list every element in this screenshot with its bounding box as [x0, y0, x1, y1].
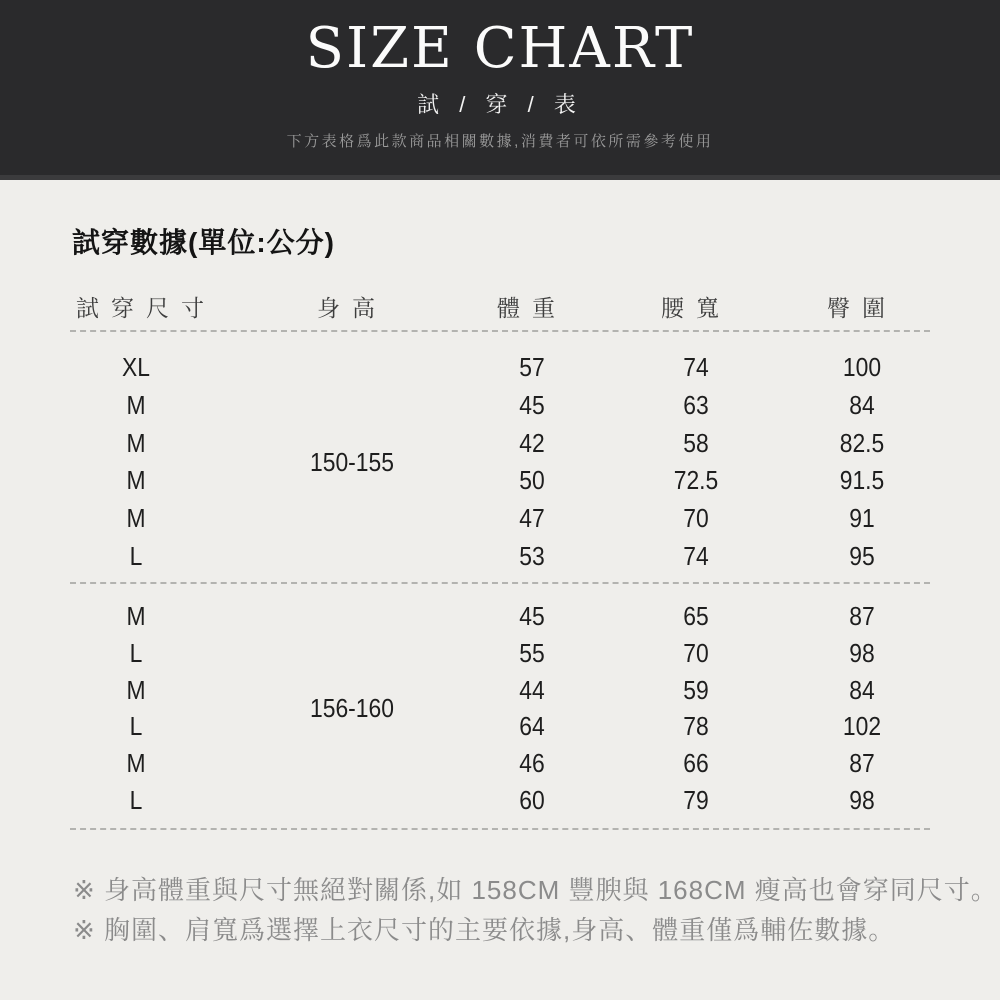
size-cell: M: [126, 748, 146, 779]
divider-below-header: [70, 330, 930, 332]
hip-cell: 82.5: [839, 427, 885, 458]
weight-cell: 46: [519, 748, 545, 779]
weight-cell: 55: [519, 637, 545, 668]
weight-cell: 50: [519, 465, 545, 496]
waist-cell: 72.5: [673, 465, 719, 496]
weight-cell: 64: [519, 711, 545, 742]
hero-description: 下方表格爲此款商品相關數據,消費者可依所需參考使用: [286, 133, 714, 150]
weight-cell: 45: [519, 389, 545, 420]
waist-cell: 58: [683, 427, 709, 458]
waist-cell: 70: [683, 637, 709, 668]
table-header-row: [70, 290, 897, 322]
hero-title: SIZE CHART: [305, 16, 695, 81]
note-line: ※ 胸圍、肩寬爲選擇上衣尺寸的主要依據,身高、體重僅爲輔佐數據。: [73, 915, 896, 945]
hip-cell: 91: [849, 502, 875, 533]
weight-cell: 57: [519, 352, 545, 383]
hero-bottom-edge: [0, 175, 1000, 180]
waist-cell: 74: [683, 540, 709, 571]
weight-cell: 60: [519, 785, 545, 816]
hero-subtitle: 試 / 穿 / 表: [417, 92, 583, 117]
hip-cell: 102: [842, 711, 882, 742]
table-group-156-160: [70, 598, 894, 819]
size-cell: M: [126, 465, 146, 496]
waist-cell: 65: [683, 600, 709, 631]
hip-cell: 98: [849, 637, 875, 668]
size-cell: L: [129, 785, 143, 816]
column-header-height: 身高: [317, 295, 387, 321]
size-cell: L: [129, 711, 143, 742]
size-cell: M: [126, 600, 146, 631]
size-cell: M: [126, 389, 146, 420]
hip-cell: 95: [849, 540, 875, 571]
waist-cell: 79: [683, 785, 709, 816]
waist-cell: 66: [683, 748, 709, 779]
weight-cell: 42: [519, 427, 545, 458]
hip-cell: 87: [849, 748, 875, 779]
weight-cell: 45: [519, 600, 545, 631]
size-cell: L: [129, 637, 143, 668]
divider-above-notes: [70, 828, 930, 830]
hip-cell: 100: [842, 352, 882, 383]
weight-cell: 53: [519, 540, 545, 571]
column-header-hip: 臀圍: [827, 295, 897, 321]
hero-banner: [0, 0, 1000, 180]
height-range-cell: 150-155: [310, 446, 394, 477]
size-cell: M: [126, 502, 146, 533]
hip-cell: 84: [849, 389, 875, 420]
size-cell: XL: [122, 352, 150, 383]
size-cell: M: [126, 427, 146, 458]
size-cell: M: [126, 674, 146, 705]
waist-cell: 70: [683, 502, 709, 533]
hip-cell: 84: [849, 674, 875, 705]
waist-cell: 63: [683, 389, 709, 420]
waist-cell: 74: [683, 352, 709, 383]
section-title: 試穿數據(單位:公分): [72, 227, 335, 258]
note-line: ※ 身高體重與尺寸無絕對關係,如 158CM 豐腴與 168CM 瘦高也會穿同尺寸。: [73, 875, 998, 905]
waist-cell: 59: [683, 674, 709, 705]
column-header-size: 試穿尺寸: [76, 295, 216, 321]
column-header-waist: 腰寬: [661, 295, 731, 321]
weight-cell: 44: [519, 674, 545, 705]
hip-cell: 91.5: [839, 465, 885, 496]
divider-between-groups: [70, 582, 930, 584]
table-group-150-155: [70, 349, 894, 575]
column-header-weight: 體重: [497, 295, 567, 321]
waist-cell: 78: [683, 711, 709, 742]
height-range-cell: 156-160: [310, 692, 394, 723]
hip-cell: 87: [849, 600, 875, 631]
weight-cell: 47: [519, 502, 545, 533]
hip-cell: 98: [849, 785, 875, 816]
size-cell: L: [129, 540, 143, 571]
